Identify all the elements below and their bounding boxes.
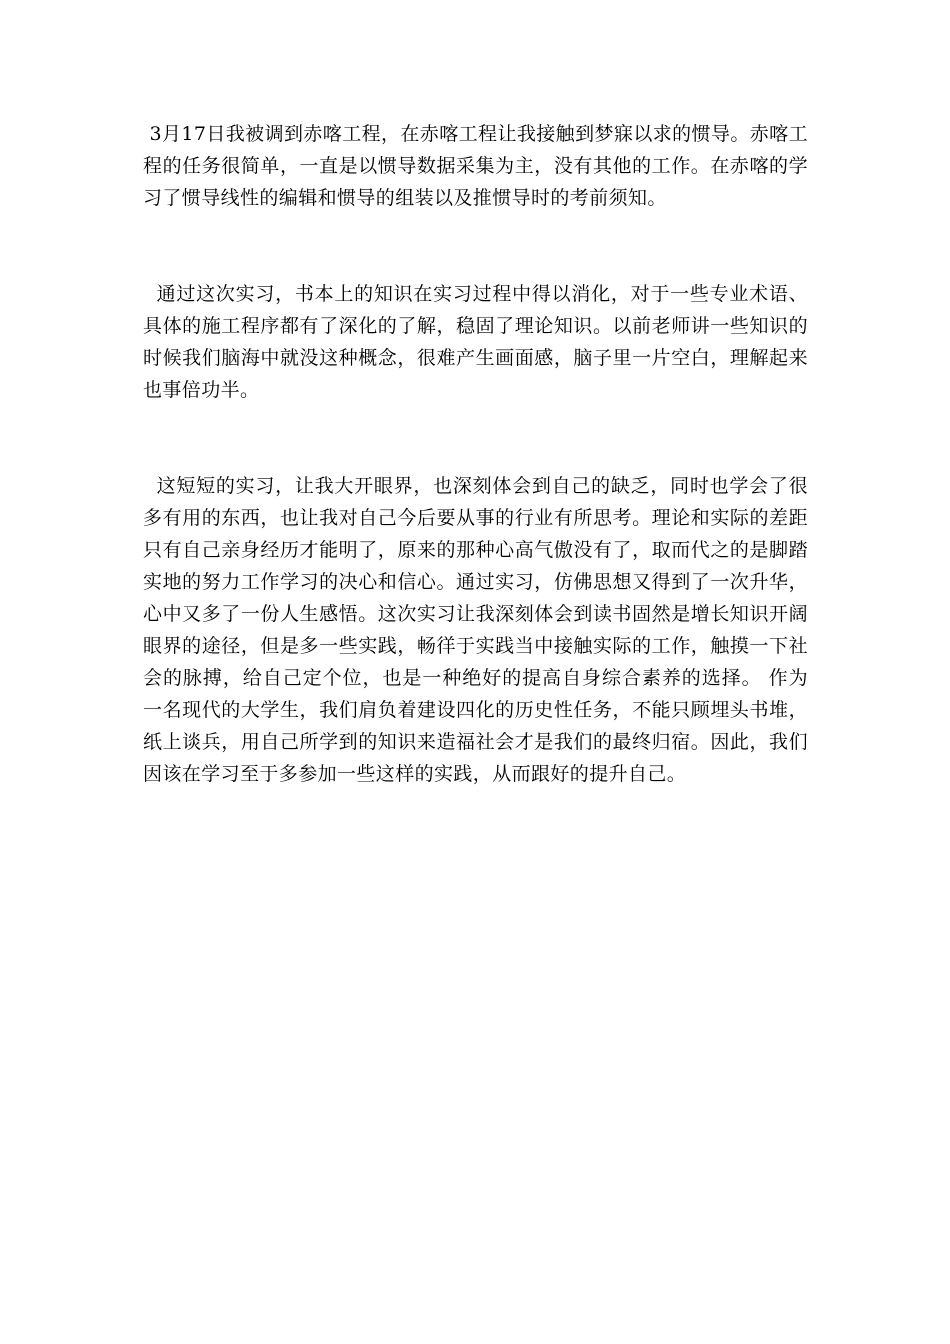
paragraph-3: 这短短的实习，让我大开眼界，也深刻体会到自己的缺乏，同时也学会了很多有用的东西，也让我对自己今后要从事的行业有所思考。理论和实际的差距只有自己亲身经历才能明了，原来的那种心高气傲没有了，取而代之的是脚踏实地的努力工作学习的决心和信心。通过实习，仿佛思想又得到了一次升华，心中又多了一份人生感悟。这次实习让我深刻体会到读书固然是增长知识开阔眼界的途径，但是多一些实践，畅徉于实践当中接触实际的工作，触摸一下社会的脉搏，给自己定个位，也是一种绝好的提高自身综合素养的选择。 作为一名现代的大学生，我们肩负着建设四化的历史性任务，不能只顾埋头书堆，纸上谈兵，用自己所学到的知识来造福社会才是我们的最终归宿。因此，我们因该在学习至于多参加一些这样的实践，从而跟好的提升自己。: [143, 475, 809, 785]
document-body: [143, 118, 808, 790]
paragraph-1: 3月17日我被调到赤喀工程，在赤喀工程让我接触到梦寐以求的惯导。赤喀工程的任务很简单，一直是以惯导数据采集为主，没有其他的工作。在赤喀的学习了惯导线性的编辑和惯导的组装以及推惯导时的考前须知。: [143, 123, 808, 209]
paragraph-2: 通过这次实习，书本上的知识在实习过程中得以消化，对于一些专业术语、具体的施工程序都有了深化的了解，稳固了理论知识。以前老师讲一些知识的时候我们脑海中就没这种概念，很难产生画面感，脑子里一片空白，理解起来也事倍功半。: [143, 283, 809, 401]
